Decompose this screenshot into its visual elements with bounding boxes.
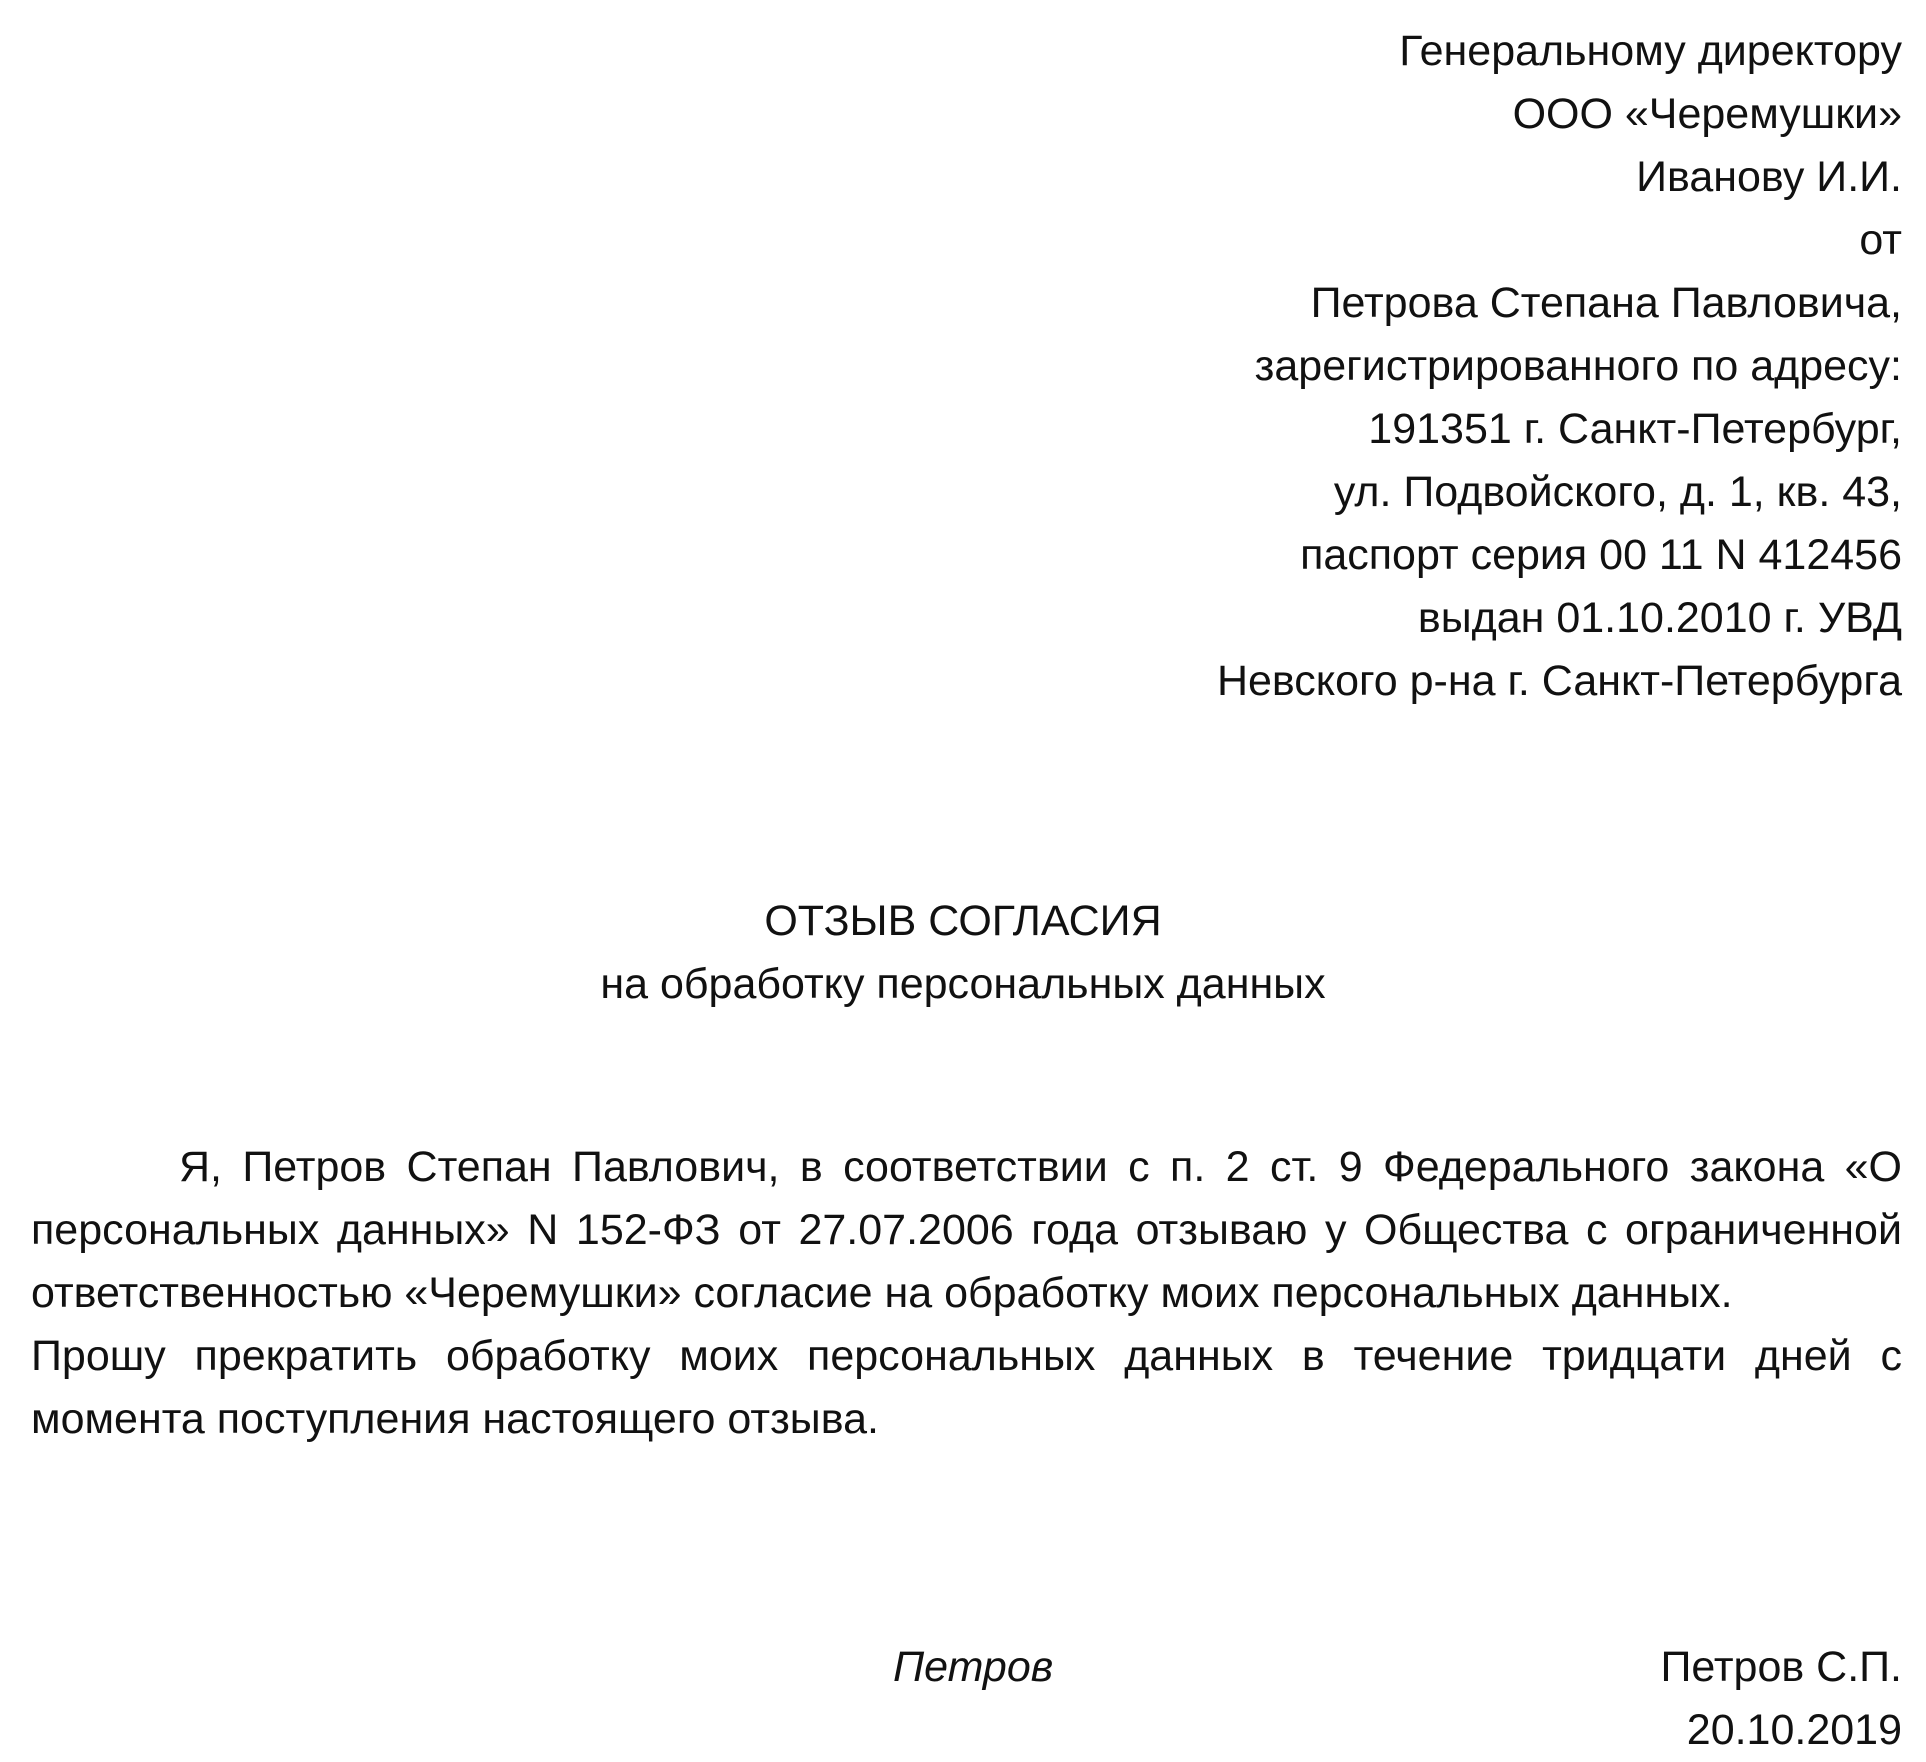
header-line: ул. Подвойского, д. 1, кв. 43, xyxy=(1333,468,1902,516)
document-title: ОТЗЫВ СОГЛАСИЯ xyxy=(764,897,1162,945)
header-line: выдан 01.10.2010 г. УВД xyxy=(1417,594,1902,642)
header-line: Иванову И.И. xyxy=(1636,153,1902,201)
signer-block xyxy=(1660,1636,1902,1762)
header-line: 191351 г. Санкт-Петербург, xyxy=(1368,405,1902,453)
document-subtitle: на обработку персональных данных xyxy=(600,960,1326,1008)
header-line: паспорт серия 00 11 N 412456 xyxy=(1300,531,1902,579)
header-line: зарегистрированного по адресу: xyxy=(1254,342,1902,390)
header-line: от xyxy=(1859,216,1902,264)
header-line: Генеральному директору xyxy=(1399,27,1902,75)
header-line: Петрова Степана Павловича, xyxy=(1310,279,1902,327)
body-paragraph: Я, Петров Степан Павлович, в соответствии с п. 2 ст. 9 Федерального закона «О персональных данных» N 152-ФЗ от 27.07.2006 года отзываю у Общества с ограниченной ответственностью «Черемушки» согласие на обработку моих персональных данных. xyxy=(31,1143,1902,1317)
signature-date: 20.10.2019 xyxy=(1686,1706,1902,1754)
header-line: ООО «Черемушки» xyxy=(1512,90,1902,138)
signer-name: Петров С.П. xyxy=(1660,1643,1902,1691)
handwritten-signature: Петров xyxy=(893,1643,1054,1691)
document-title-block xyxy=(0,890,1926,1016)
document-body xyxy=(31,1136,1902,1451)
addressee-block xyxy=(802,20,1902,713)
body-paragraph: Прошу прекратить обработку моих персональных данных в течение тридцати дней с момента поступления настоящего отзыва. xyxy=(31,1332,1902,1443)
header-line: Невского р-на г. Санкт-Петербурга xyxy=(1216,657,1902,705)
